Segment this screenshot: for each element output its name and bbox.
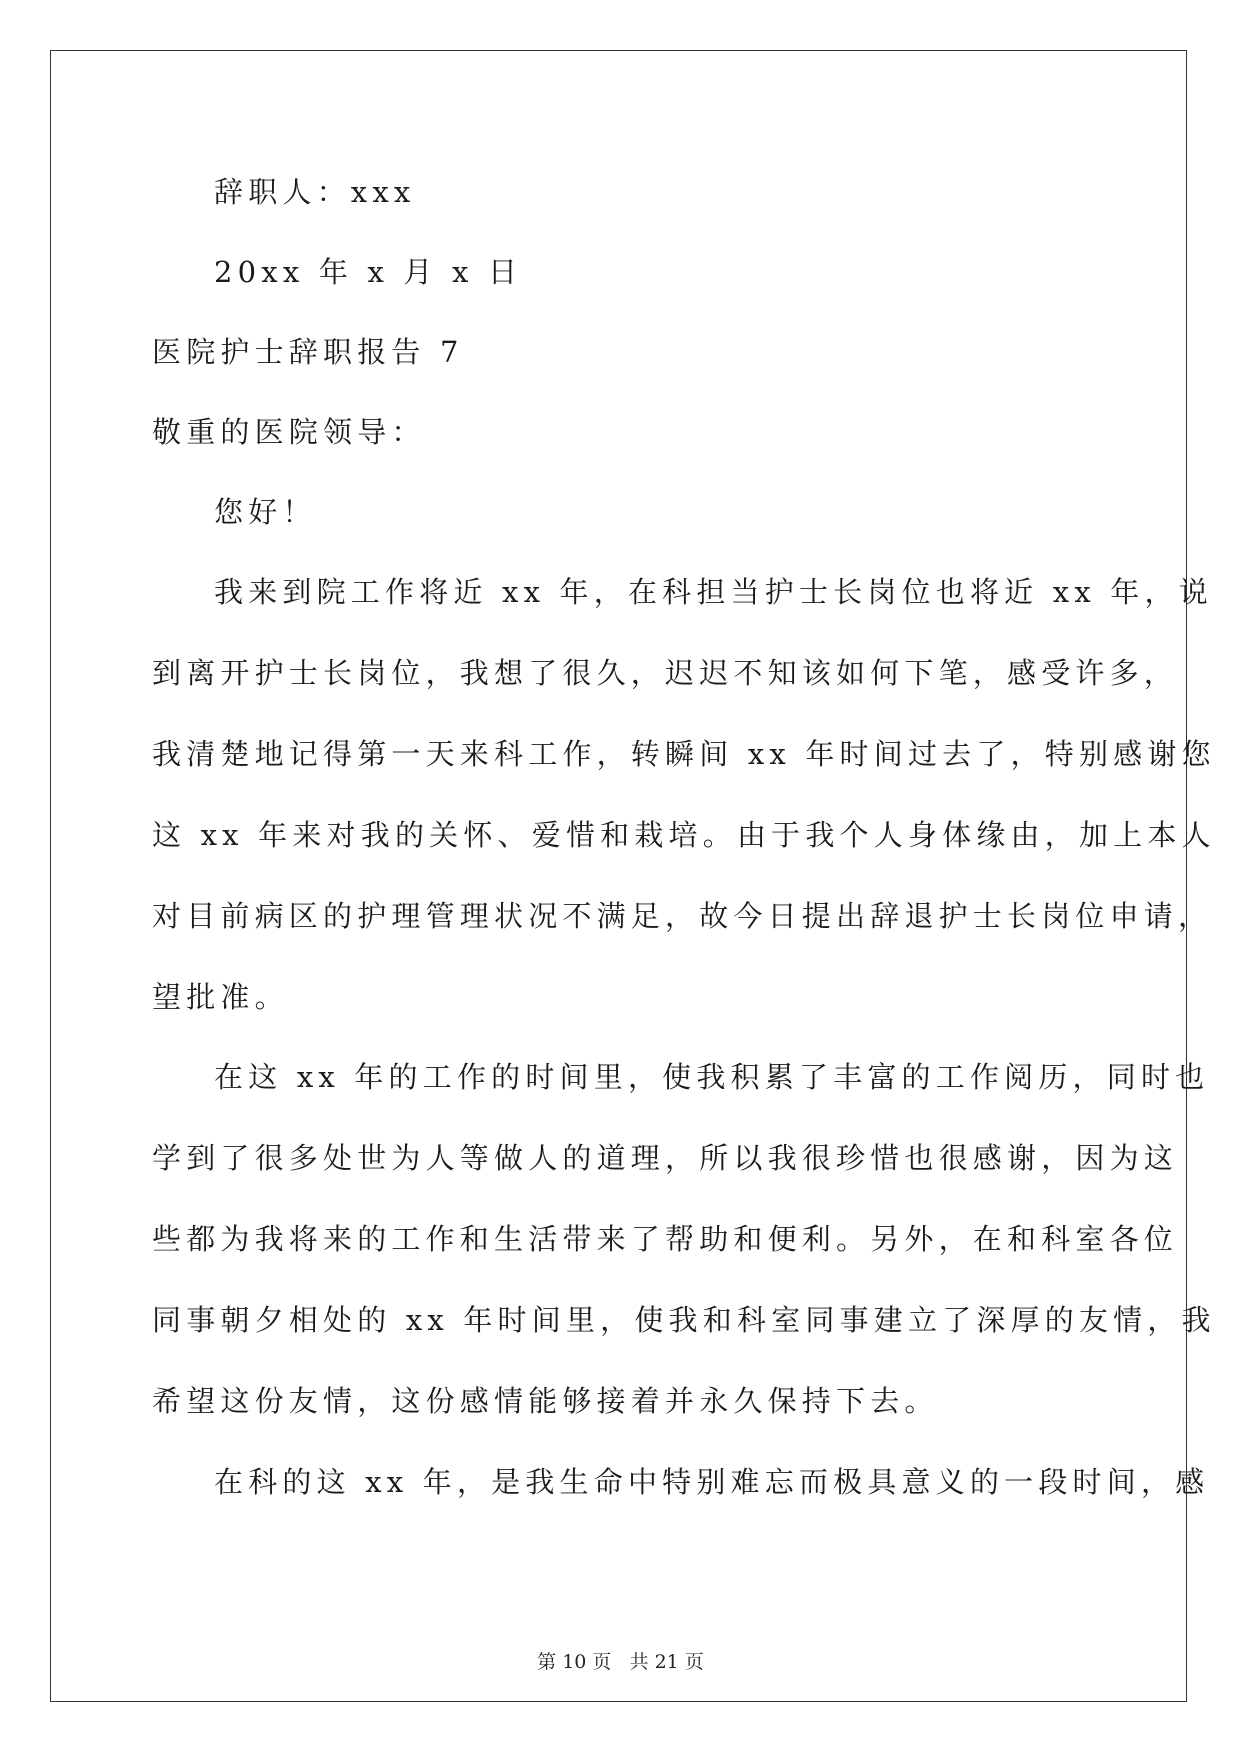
- paragraph2-line: 同事朝夕相处的 xx 年时间里，使我和科室同事建立了深厚的友情，我: [152, 1303, 1216, 1337]
- paragraph1-line: 我来到院工作将近 xx 年，在科担当护士长岗位也将近 xx 年，说: [214, 575, 1213, 609]
- signature-line: 辞职人：xxx: [214, 175, 416, 209]
- page-indicator: 第 10 页 共 21 页: [537, 1651, 704, 1673]
- paragraph2-line: 些都为我将来的工作和生活带来了帮助和便利。另外，在和科室各位: [152, 1222, 1179, 1256]
- date-line: 20xx 年 x 月 x 日: [214, 255, 523, 289]
- page-border: [50, 50, 1187, 1702]
- paragraph2-line: 希望这份友情，这份感情能够接着并永久保持下去。: [152, 1384, 939, 1418]
- paragraph2-line: 学到了很多处世为人等做人的道理，所以我很珍惜也很感谢，因为这: [152, 1141, 1179, 1175]
- salutation: 敬重的医院领导：: [152, 415, 426, 449]
- paragraph1-line: 到离开护士长岗位，我想了很久，迟迟不知该如何下笔，感受许多，: [152, 656, 1179, 690]
- section-title: 医院护士辞职报告 7: [152, 335, 464, 369]
- paragraph1-line: 我清楚地记得第一天来科工作，转瞬间 xx 年时间过去了，特别感谢您: [152, 737, 1216, 771]
- paragraph3-line: 在科的这 xx 年，是我生命中特别难忘而极具意义的一段时间，感: [214, 1465, 1210, 1499]
- paragraph1-line: 这 xx 年来对我的关怀、爱惜和栽培。由于我个人身体缘由，加上本人: [152, 818, 1216, 852]
- greeting: 您好！: [214, 495, 317, 529]
- paragraph1-line: 望批准。: [152, 980, 289, 1014]
- paragraph1-line: 对目前病区的护理管理状况不满足，故今日提出辞退护士长岗位申请，: [152, 899, 1213, 933]
- paragraph2-line: 在这 xx 年的工作的时间里，使我积累了丰富的工作阅历，同时也: [214, 1060, 1210, 1094]
